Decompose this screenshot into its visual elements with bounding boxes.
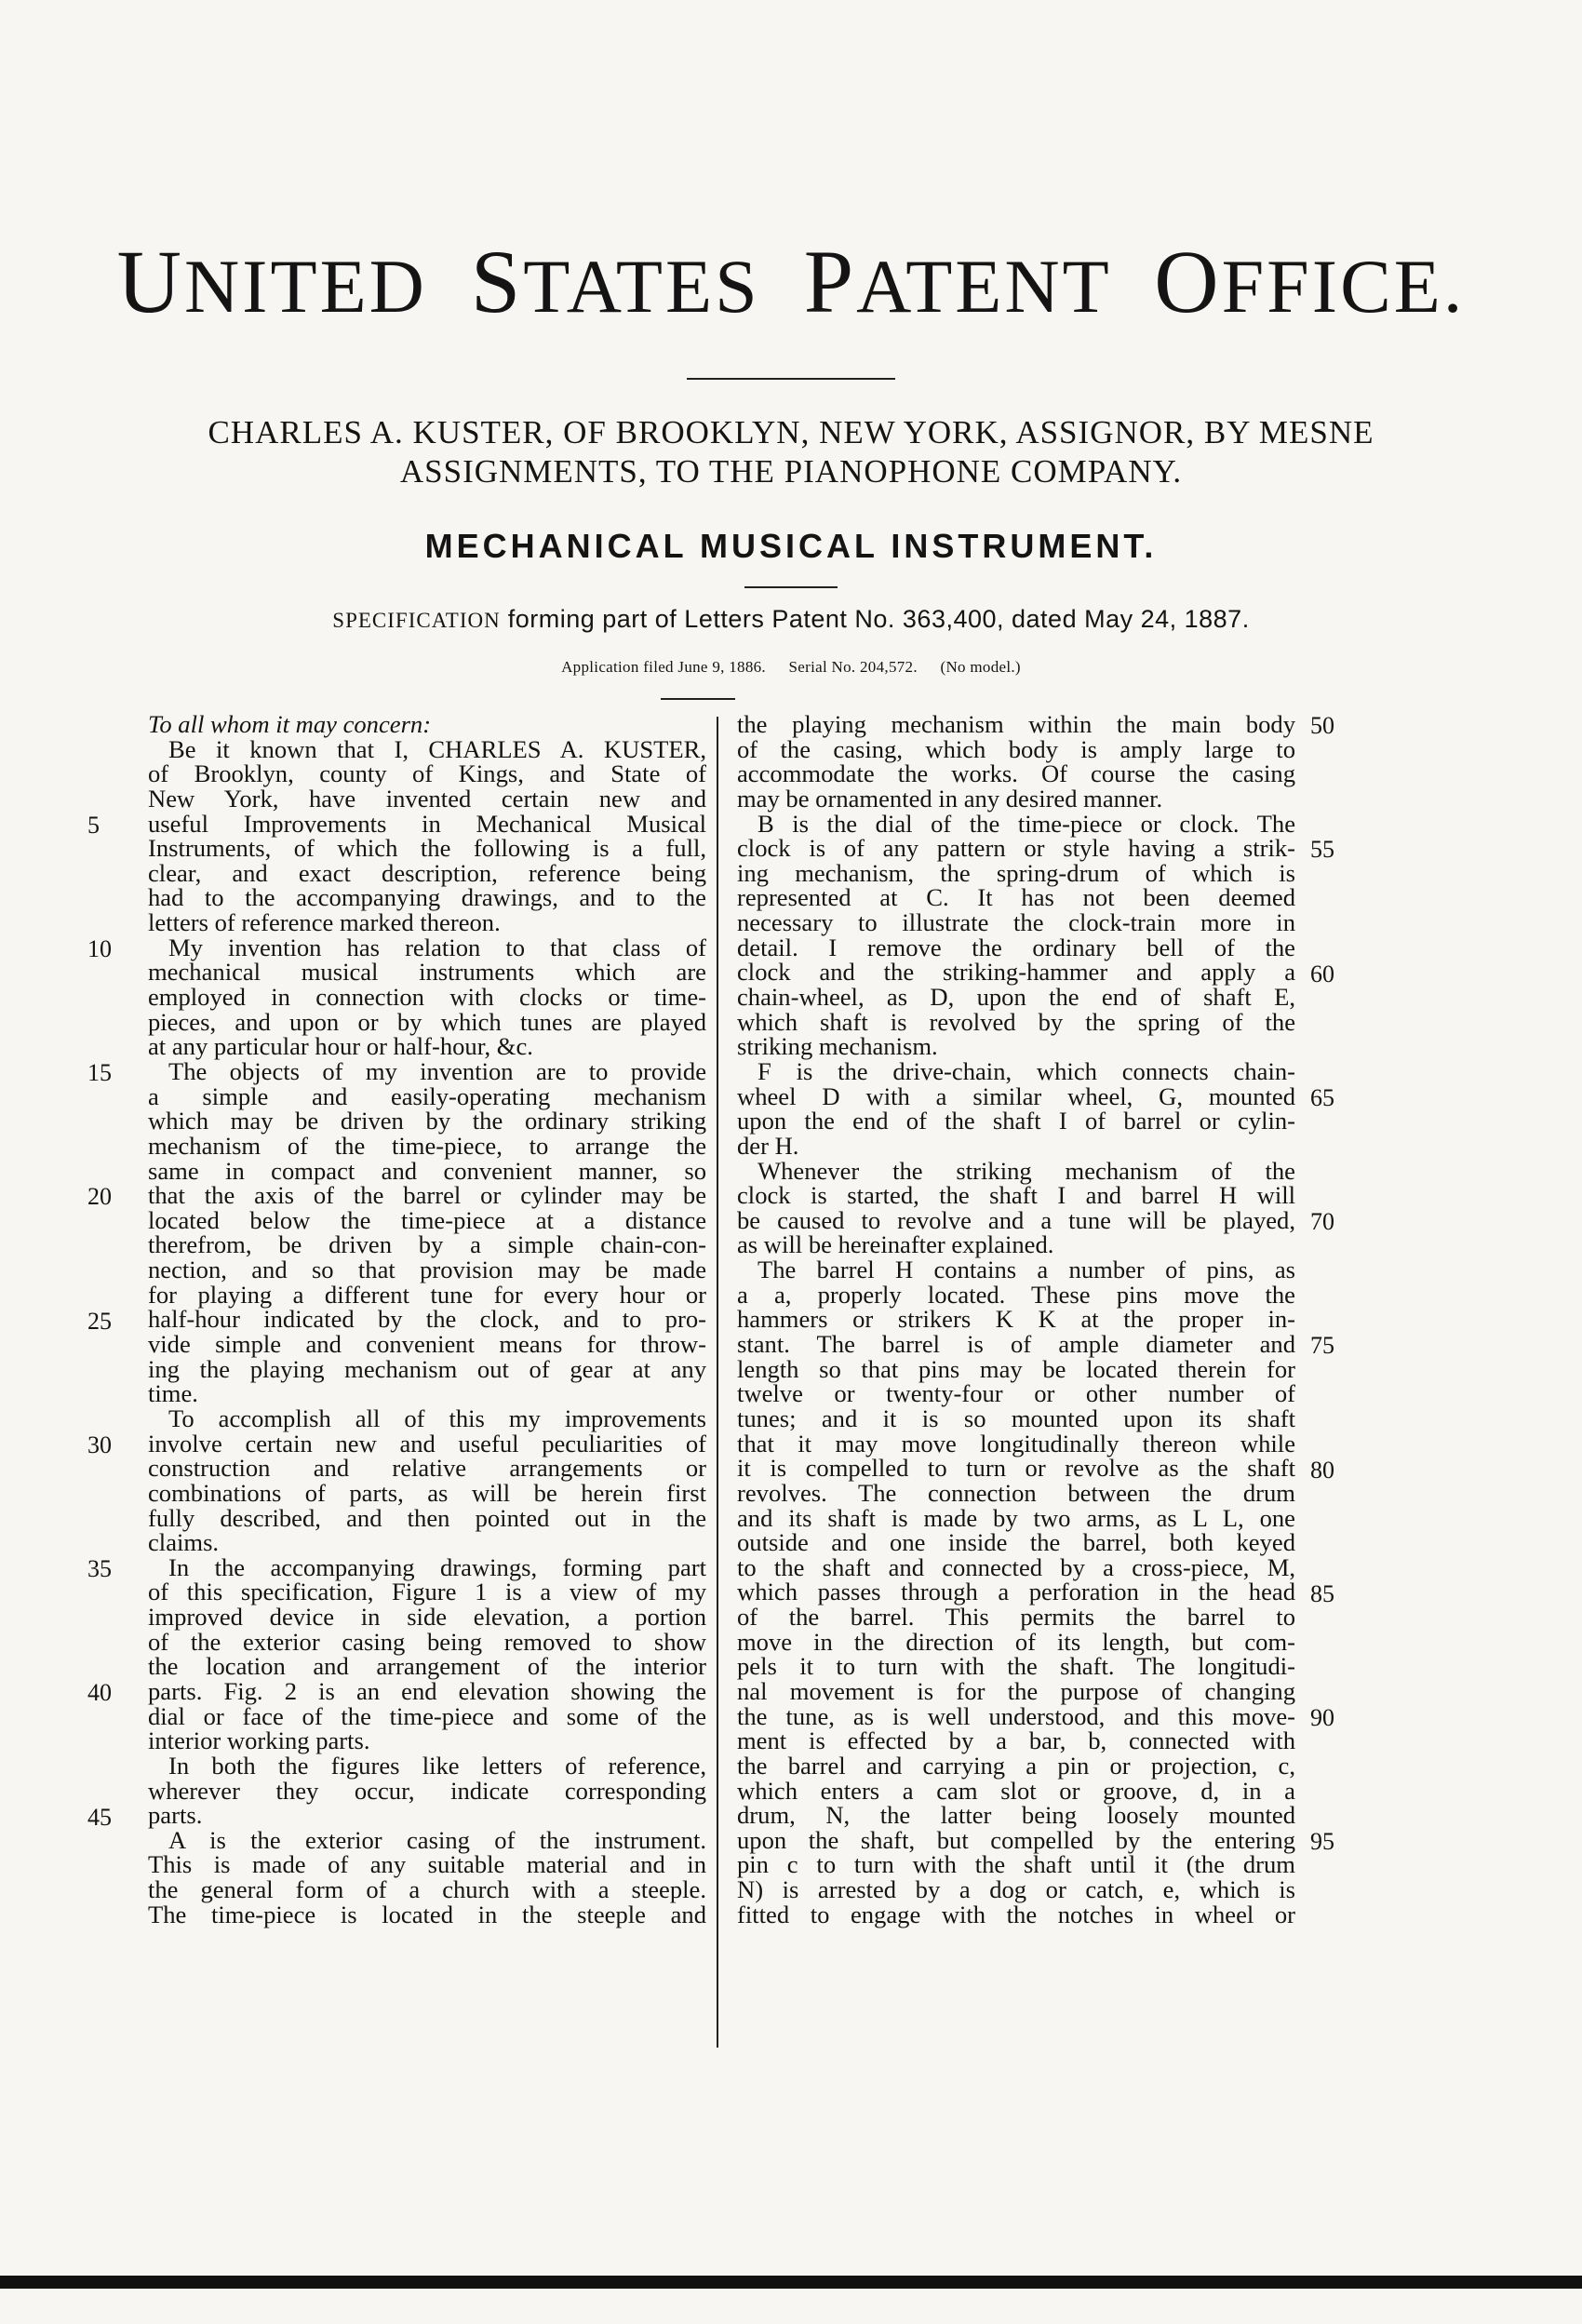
specification-word: SPECIFICATION — [332, 609, 501, 632]
title-initial: O — [1154, 232, 1222, 331]
text-line: a simple and easily-operating mechanism — [148, 1081, 706, 1110]
text-line: the general form of a church with a steeple. — [148, 1875, 706, 1904]
line-number: 35 — [87, 1555, 112, 1583]
text-line: chain-wheel, as D, upon the end of shaft E, — [737, 983, 1295, 1012]
text-line: The objects of my invention are to provide — [168, 1056, 706, 1085]
text-line: In the accompanying drawings, forming part — [168, 1552, 706, 1581]
text-line: stant. The barrel is of ample diameter and — [737, 1330, 1295, 1359]
text-line: which shaft is revolved by the spring of the — [737, 1007, 1295, 1036]
text-line: the playing mechanism within the main body — [737, 710, 1295, 738]
bottom-border-bar — [0, 2276, 1582, 2289]
text-line: represented at C. It has not been deemed — [737, 883, 1295, 912]
text-line: fitted to engage with the notches in wheel or — [737, 1900, 1295, 1928]
text-line: New York, have invented certain new and — [148, 784, 706, 813]
text-line: letters of reference marked thereon. — [148, 908, 501, 937]
text-line: pieces, and upon or by which tunes are played — [148, 1007, 706, 1036]
text-line: length so that pins may be located therein for — [737, 1354, 1295, 1383]
text-line: of the casing, which body is amply large to — [737, 734, 1295, 763]
title-initial: U — [116, 232, 184, 331]
text-line: claims. — [148, 1528, 220, 1557]
title-word: NITED — [183, 244, 427, 329]
text-line: A is the exterior casing of the instrument. — [168, 1825, 706, 1854]
line-number: 50 — [1310, 712, 1334, 739]
line-number: 60 — [1310, 960, 1334, 987]
text-line: construction and relative arrangements or — [148, 1454, 706, 1483]
text-line: clock is started, the shaft I and barrel H will — [737, 1181, 1295, 1210]
text-line: involve certain new and useful peculiarities of — [148, 1429, 706, 1458]
text-line: In both the figures like letters of reference, — [168, 1751, 706, 1780]
text-line: which enters a cam slot or groove, d, in a — [737, 1776, 1295, 1805]
text-line: wherever they occur, indicate corresponding — [148, 1776, 706, 1805]
text-line: located below the time-piece at a distance — [148, 1205, 706, 1234]
text-line: ment is effected by a bar, b, connected with — [737, 1726, 1295, 1755]
text-line: To accomplish all of this my improvements — [168, 1404, 706, 1432]
invention-title: MECHANICAL MUSICAL INSTRUMENT. — [424, 527, 1158, 565]
text-line: useful Improvements in Mechanical Musical — [148, 809, 706, 838]
text-line: dial or face of the time-piece and some of the — [148, 1701, 706, 1730]
line-number: 55 — [1310, 836, 1334, 864]
text-line: striking mechanism. — [737, 1032, 938, 1061]
text-line: which passes through a perforation in the head — [737, 1578, 1295, 1606]
text-line: of the barrel. This permits the barrel to — [737, 1603, 1295, 1632]
application-date: Application filed June 9, 1886. — [561, 658, 766, 676]
text-line: that the axis of the barrel or cylinder may be — [148, 1181, 706, 1210]
title-initial: S — [470, 232, 524, 331]
column-head-rule — [661, 698, 735, 700]
serial-number: Serial No. 204,572. — [788, 658, 918, 676]
text-line: The barrel H contains a number of pins, as — [757, 1256, 1295, 1284]
text-line: Whenever the striking mechanism of the — [757, 1156, 1295, 1185]
specification-line — [0, 605, 1582, 634]
text-line: same in compact and convenient manner, so — [148, 1156, 706, 1185]
text-line: ing the playing mechanism out of gear at any — [148, 1354, 706, 1383]
text-line: of Brooklyn, county of Kings, and State of — [148, 759, 706, 788]
text-line: This is made of any suitable material and in — [148, 1850, 706, 1879]
text-line: at any particular hour or half-hour, &c. — [148, 1032, 533, 1061]
text-line: The time-piece is located in the steeple and — [148, 1900, 706, 1928]
text-line: interior working parts. — [148, 1726, 370, 1755]
text-line: clock is of any pattern or style having a strik- — [737, 834, 1295, 863]
line-number: 20 — [87, 1183, 112, 1211]
office-title — [0, 232, 1582, 331]
text-line: upon the end of the shaft I of barrel or cylin- — [737, 1107, 1295, 1135]
text-line: wheel D with a similar wheel, G, mounted — [737, 1081, 1295, 1110]
inventor-line: CHARLES A. KUSTER, OF BROOKLYN, NEW YORK, ASSIGNOR, BY MESNE — [208, 414, 1374, 450]
text-line: of the exterior casing being removed to show — [148, 1627, 706, 1656]
model-note: (No model.) — [940, 658, 1021, 676]
text-line: that it may move longitudinally thereon while — [737, 1429, 1295, 1458]
text-line: der H. — [737, 1131, 799, 1160]
text-line: the tune, as is well understood, and this move- — [737, 1701, 1295, 1730]
text-line: parts. Fig. 2 is an end elevation showing the — [148, 1676, 706, 1705]
text-line: twelve or twenty-four or other number of — [737, 1379, 1295, 1408]
text-line: of this specification, Figure 1 is a view of my — [148, 1578, 706, 1606]
patent-number-date: forming part of Letters Patent No. 363,400, dated May 24, 1887. — [507, 605, 1250, 633]
line-number: 95 — [1310, 1828, 1334, 1856]
text-line: and its shaft is made by two arms, as L L, one — [737, 1503, 1295, 1532]
text-line: F is the drive-chain, which connects chain- — [757, 1056, 1295, 1085]
text-line: Instruments, of which the following is a full, — [148, 834, 706, 863]
text-line: clock and the striking-hammer and apply a — [737, 958, 1295, 987]
line-number: 75 — [1310, 1332, 1334, 1360]
text-line: nection, and so that provision may be made — [148, 1256, 706, 1284]
right-text-column — [737, 712, 1295, 1927]
text-line: clear, and exact description, reference being — [148, 858, 706, 887]
inventor-block — [140, 413, 1442, 491]
line-number: 90 — [1310, 1704, 1334, 1731]
assignee-line: ASSIGNMENTS, TO THE PIANOPHONE COMPANY. — [399, 453, 1183, 490]
text-line: vide simple and convenient means for throw- — [148, 1330, 706, 1359]
text-line: combinations of parts, as will be herein first — [148, 1478, 706, 1507]
line-number: 40 — [87, 1679, 112, 1707]
line-number: 15 — [87, 1059, 112, 1087]
text-line: half-hour indicated by the clock, and to pro- — [148, 1305, 706, 1334]
line-number: 65 — [1310, 1083, 1334, 1111]
text-line: improved device in side elevation, a portion — [148, 1603, 706, 1632]
text-line: nal movement is for the purpose of changing — [737, 1676, 1295, 1705]
text-line: detail. I remove the ordinary bell of the — [737, 933, 1295, 961]
text-line: which may be driven by the ordinary striking — [148, 1107, 706, 1135]
left-text-column — [148, 712, 706, 1927]
application-line — [0, 658, 1582, 677]
text-line: therefrom, be driven by a simple chain-con- — [148, 1230, 706, 1259]
text-line: outside and one inside the barrel, both keyed — [737, 1528, 1295, 1557]
text-line: N) is arrested by a dog or catch, e, which is — [737, 1875, 1295, 1904]
line-number: 5 — [87, 811, 100, 839]
text-line: to the shaft and connected by a cross-piece, M, — [737, 1552, 1295, 1581]
line-number: 70 — [1310, 1208, 1334, 1235]
invention-rule — [744, 586, 838, 588]
line-number: 85 — [1310, 1579, 1334, 1607]
line-number: 10 — [87, 934, 112, 962]
title-word: TATES — [523, 244, 760, 329]
text-line: pels it to turn with the shaft. The longitudi- — [737, 1652, 1295, 1681]
text-line: had to the accompanying drawings, and to the — [148, 883, 706, 912]
text-line: the barrel and carrying a pin or projection, c, — [737, 1751, 1295, 1780]
title-rule — [687, 378, 895, 380]
line-number: 80 — [1310, 1456, 1334, 1484]
text-line: as will be hereinafter explained. — [737, 1230, 1054, 1259]
text-line: drum, N, the latter being loosely mounted — [737, 1801, 1295, 1830]
text-line: upon the shaft, but compelled by the entering — [737, 1825, 1295, 1854]
title-word: ATENT — [856, 244, 1111, 329]
text-line: tunes; and it is so mounted upon its shaft — [737, 1404, 1295, 1432]
text-line: pin c to turn with the shaft until it (the drum — [737, 1850, 1295, 1879]
text-line: To all whom it may concern: — [148, 710, 432, 738]
text-line: move in the direction of its length, but com- — [737, 1627, 1295, 1656]
column-divider — [717, 717, 718, 2048]
text-line: mechanical musical instruments which are — [148, 958, 706, 987]
text-line: B is the dial of the time-piece or clock. The — [757, 809, 1295, 838]
line-number: 25 — [87, 1307, 112, 1335]
title-initial: P — [803, 232, 857, 331]
text-line: parts. — [148, 1801, 203, 1830]
line-number: 45 — [87, 1803, 112, 1831]
text-line: time. — [148, 1379, 198, 1408]
text-line: it is compelled to turn or revolve as the shaft — [737, 1454, 1295, 1483]
line-number: 30 — [87, 1431, 112, 1458]
text-line: accommodate the works. Of course the casing — [737, 759, 1295, 788]
text-line: a a, properly located. These pins move the — [737, 1280, 1295, 1309]
text-line: for playing a different tune for every hour or — [148, 1280, 706, 1309]
text-line: mechanism of the time-piece, to arrange the — [148, 1131, 706, 1160]
text-line: My invention has relation to that class of — [168, 933, 706, 961]
text-line: necessary to illustrate the clock-train more in — [737, 908, 1295, 937]
text-line: Be it known that I, CHARLES A. KUSTER, — [168, 734, 706, 763]
text-line: may be ornamented in any desired manner. — [737, 784, 1163, 813]
text-line: hammers or strikers K K at the proper in- — [737, 1305, 1295, 1334]
text-line: fully described, and then pointed out in the — [148, 1503, 706, 1532]
text-line: be caused to revolve and a tune will be played, — [737, 1205, 1295, 1234]
text-line: revolves. The connection between the drum — [737, 1478, 1295, 1507]
text-line: ing mechanism, the spring-drum of which is — [737, 858, 1295, 887]
title-word: FFICE. — [1221, 244, 1466, 329]
text-line: employed in connection with clocks or time- — [148, 983, 706, 1012]
text-line: the location and arrangement of the interior — [148, 1652, 706, 1681]
